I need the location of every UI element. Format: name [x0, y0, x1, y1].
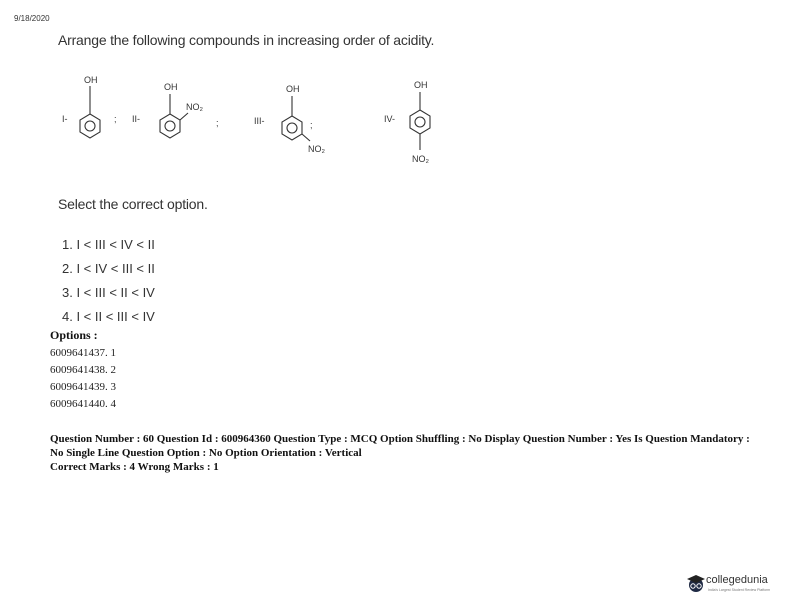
compound-label-2: II- — [132, 114, 140, 124]
logo-name: collegedunia — [706, 574, 768, 586]
separator-3: ; — [310, 120, 313, 130]
choice-2: 2. I < IV < III < II — [62, 261, 155, 276]
benzene-ring-4 — [410, 110, 430, 134]
logo-tagline: India's Largest Student Review Platform — [708, 588, 771, 592]
collegedunia-logo — [686, 570, 790, 602]
option-id-list — [50, 346, 116, 414]
chemical-structures — [58, 70, 458, 180]
print-date: 9/18/2020 — [14, 14, 50, 23]
oh-label-3: OH — [286, 84, 300, 94]
compound-label-1: I- — [62, 114, 68, 124]
compound-label-3: III- — [254, 116, 265, 126]
option-id-4: 6009641440. 4 — [50, 398, 116, 410]
oh-label-1: OH — [84, 75, 98, 85]
oh-label-2: OH — [164, 82, 178, 92]
options-heading: Options : — [50, 328, 98, 342]
no2-label-4: NO₂ — [412, 154, 429, 164]
choice-3: 3. I < III < II < IV — [62, 285, 155, 300]
select-prompt: Select the correct option. — [58, 196, 208, 212]
benzene-ring-3 — [282, 116, 302, 140]
answer-choices — [62, 236, 155, 332]
oh-label-4: OH — [414, 80, 428, 90]
benzene-ring-2 — [160, 114, 180, 138]
option-id-3: 6009641439. 3 — [50, 381, 116, 393]
separator-2: ; — [216, 118, 219, 128]
choice-1: 1. I < III < IV < II — [62, 237, 155, 252]
compound-label-4: IV- — [384, 114, 396, 124]
benzene-ring-1 — [80, 114, 100, 138]
question-metadata — [50, 432, 760, 474]
metadata-line-1: Question Number : 60 Question Id : 600964360 Question Type : MCQ Option Shuffling : No Display Question Number : Yes Is Question Mandatory : No Single Line Question Option : No Option Orientation : Vertical — [50, 433, 753, 459]
question-text: Arrange the following compounds in increasing order of acidity. — [58, 32, 435, 48]
no2-label-2: NO₂ — [186, 102, 203, 112]
no2-label-3: NO₂ — [308, 144, 325, 154]
choice-4: 4. I < II < III < IV — [62, 309, 155, 324]
metadata-line-2: Correct Marks : 4 Wrong Marks : 1 — [50, 461, 219, 473]
separator-1: ; — [114, 114, 117, 124]
graduate-cap-icon — [686, 572, 706, 594]
option-id-2: 6009641438. 2 — [50, 364, 116, 376]
option-id-1: 6009641437. 1 — [50, 347, 116, 359]
